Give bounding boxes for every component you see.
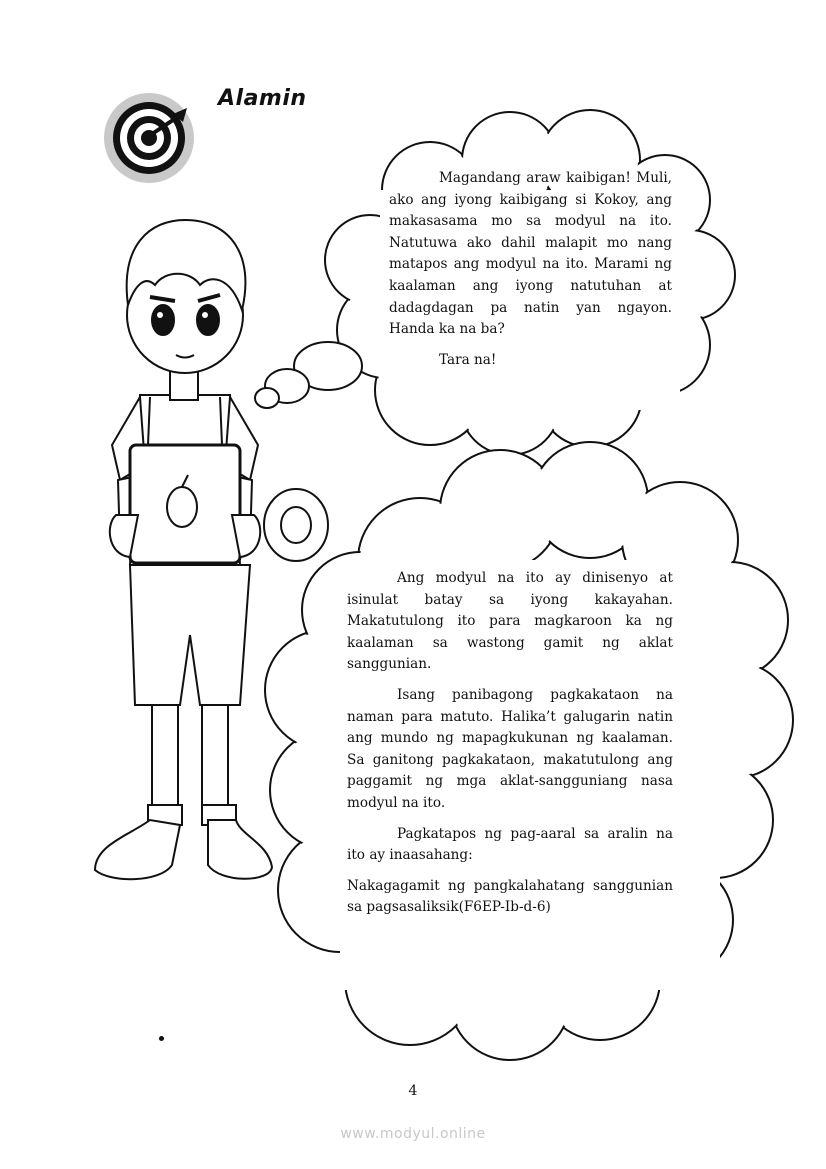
section-title: Alamin (218, 86, 307, 111)
learning-competency: Nakagagamit ng pangkalahatang sanggunian sa pagsasaliksik(F6EP-Ib-d-6) (347, 877, 673, 916)
expectation-paragraph: Pagkatapos ng pag-aaral sa aralin na ito ay inaasahang: (347, 825, 673, 864)
kokoy-character-illustration (90, 215, 280, 895)
bubble2-text (347, 568, 673, 928)
page-number: 4 (408, 1083, 418, 1099)
bubble1-text (389, 168, 672, 380)
bullet-dot (159, 1036, 164, 1041)
intro-paragraph: Ang modyul na ito ay dinisenyo at isinulat batay sa iyong kakayahan. Makatutulong ito para magkaroon ka ng kaalaman sa wastong gamit ng aklat sanggunian. (347, 570, 673, 673)
opportunity-paragraph: Isang panibagong pagkakataon na naman para matuto. Halika’t galugarin natin ang mundo ng mapagkukunan ng kaalaman. Sa ganitong pagkakataon, makatutulong ang paggamit ng mga aklat-sangguniang nasa modyul na ito. (347, 686, 673, 811)
greeting-paragraph: Magandang araw kaibigan! Muli, ako ang iyong kaibigang si Kokoy, ang makasasama mo sa modyul na ito. Natutuwa ako dahil malapit mo nang matapos ang modyul na ito. Marami ng kaalaman ang iyong natutuhan at dadagdagan pa natin yan ngayon. Handa ka na ba? (389, 170, 672, 338)
tara-na-text: Tara na! (439, 351, 497, 368)
footer-watermark: www.modyul.online (340, 1126, 486, 1142)
